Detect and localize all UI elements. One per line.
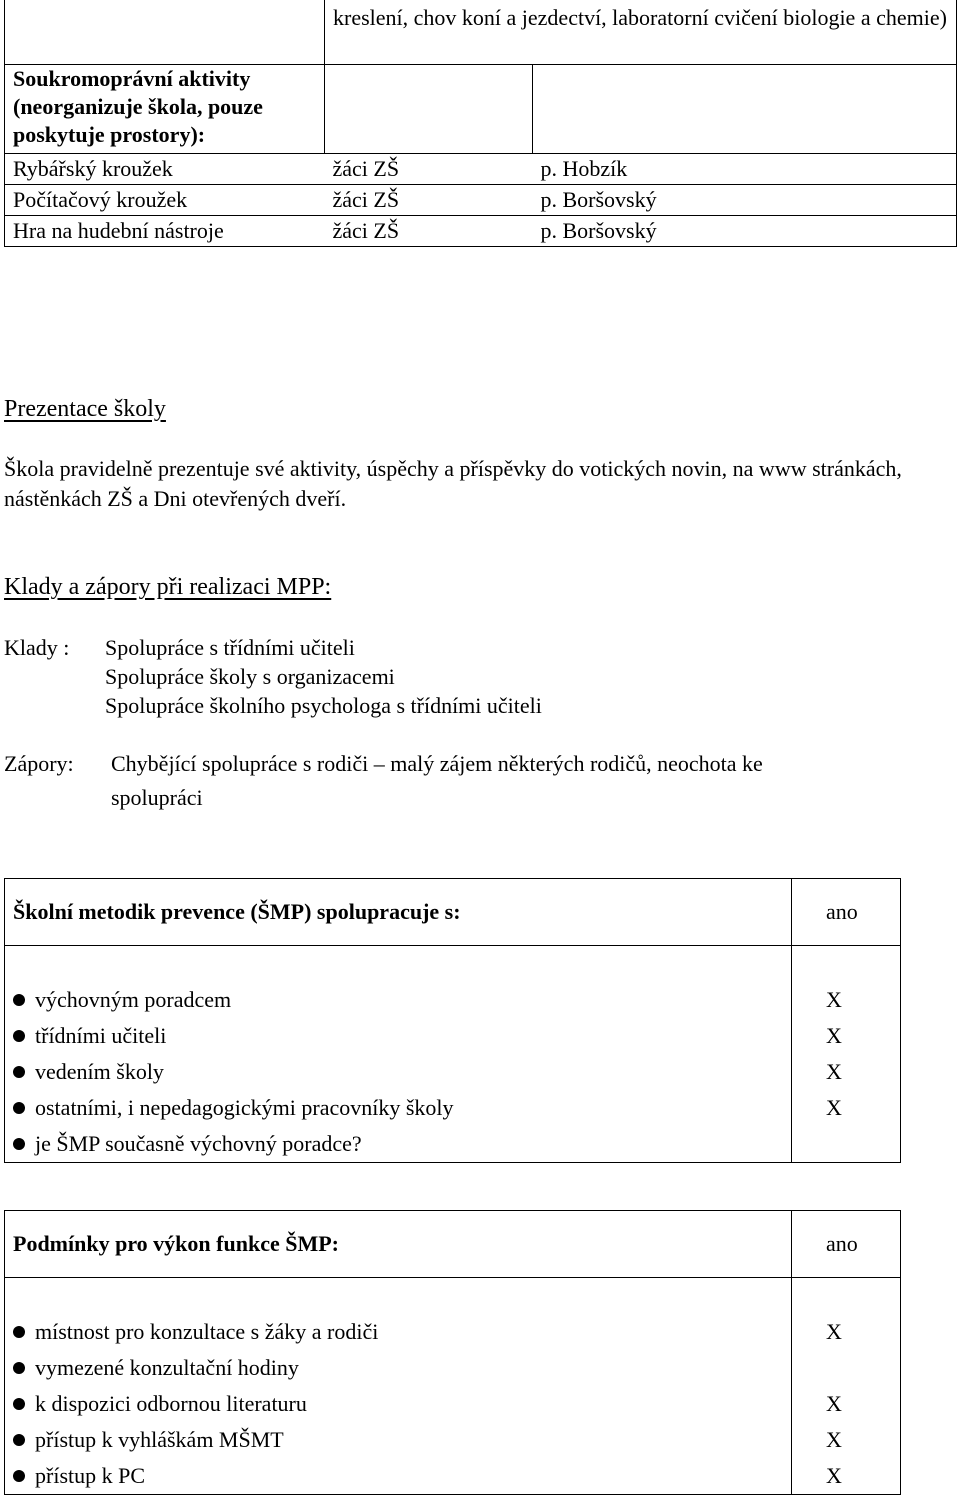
pros-item: Spolupráce školního psychologa s třídními učiteli (105, 693, 542, 718)
cons-label: Zápory: (4, 751, 74, 776)
empty-cell (325, 65, 533, 154)
check-mark: X (792, 1386, 901, 1422)
check-mark: X (792, 1054, 901, 1090)
list-item: vedením školy (5, 1054, 792, 1090)
list-item: vymezené konzultační hodiny (5, 1350, 792, 1386)
empty-cell (5, 946, 792, 983)
bullet-icon (13, 1066, 25, 1078)
bullet-icon (13, 1434, 25, 1446)
bullet-icon (13, 1470, 25, 1482)
bullet-icon (13, 1398, 25, 1410)
bullet-icon (13, 1102, 25, 1114)
continuation-text: kreslení, chov koní a jezdectví, laboratorní cvičení biologie a chemie) (333, 5, 947, 30)
bullet-icon (13, 1326, 25, 1338)
bullet-icon (13, 1138, 25, 1150)
check-mark: X (792, 1090, 901, 1126)
continuation-cell (325, 0, 957, 65)
private-activities-heading: Soukromoprávní aktivity (neorganizuje škola, pouze poskytuje prostory): (5, 65, 325, 154)
empty-cell (792, 1278, 901, 1315)
activity-leader: p. Boršovský (533, 185, 957, 216)
check-mark: X (792, 1314, 901, 1350)
pros-item: Spolupráce s třídními učiteli (105, 635, 355, 660)
conditions-heading: Podmínky pro výkon funkce ŠMP: (5, 1211, 792, 1278)
bullet-icon (13, 994, 25, 1006)
list-item: výchovným poradcem (5, 982, 792, 1018)
activity-who: žáci ZŠ (325, 185, 533, 216)
cons-line: spolupráci (111, 785, 203, 810)
smp-heading: Školní metodik prevence (ŠMP) spolupracuje s: (5, 879, 792, 946)
activity-leader: p. Boršovský (533, 216, 957, 247)
smp-conditions-table (4, 1210, 901, 1495)
smp-cooperation-table (4, 878, 901, 1163)
check-mark: X (792, 982, 901, 1018)
list-item: přístup k vyhláškám MŠMT (5, 1422, 792, 1458)
list-item: místnost pro konzultace s žáky a rodiči (5, 1314, 792, 1350)
check-mark: X (792, 1422, 901, 1458)
activity-name: Hra na hudební nástroje (5, 216, 325, 247)
activity-name: Počítačový kroužek (5, 185, 325, 216)
pros-cons-heading: Klady a zápory při realizaci MPP: (4, 574, 332, 600)
presentation-text: Škola pravidelně prezentuje své aktivity, úspěchy a příspěvky do votických novin, na www stránkách, nástěnkách ZŠ a Dni otevřených dveří. (4, 456, 902, 511)
list-item: k dispozici odbornou literaturu (5, 1386, 792, 1422)
list-item: je ŠMP současně výchovný poradce? (5, 1126, 792, 1163)
cons-line: Chybějící spolupráce s rodiči – malý zájem některých rodičů, neochota ke (111, 751, 763, 776)
check-mark: X (792, 1018, 901, 1054)
empty-cell (792, 946, 901, 983)
pros-item: Spolupráce školy s organizacemi (105, 664, 395, 689)
bullet-icon (13, 1362, 25, 1374)
list-item: přístup k PC (5, 1458, 792, 1495)
list-item: ostatními, i nepedagogickými pracovníky školy (5, 1090, 792, 1126)
bullet-icon (13, 1030, 25, 1042)
activity-who: žáci ZŠ (325, 216, 533, 247)
check-mark (792, 1126, 901, 1163)
activity-leader: p. Hobzík (533, 154, 957, 185)
empty-cell (5, 1278, 792, 1315)
presentation-heading: Prezentace školy (4, 396, 166, 422)
empty-cell (533, 65, 957, 154)
activity-name: Rybářský kroužek (5, 154, 325, 185)
activity-who: žáci ZŠ (325, 154, 533, 185)
empty-cell (5, 0, 325, 65)
check-mark: X (792, 1458, 901, 1495)
column-header-ano: ano (792, 1211, 901, 1278)
activities-table (4, 0, 957, 247)
check-mark (792, 1350, 901, 1386)
column-header-ano: ano (792, 879, 901, 946)
pros-label: Klady : (4, 635, 70, 660)
list-item: třídními učiteli (5, 1018, 792, 1054)
